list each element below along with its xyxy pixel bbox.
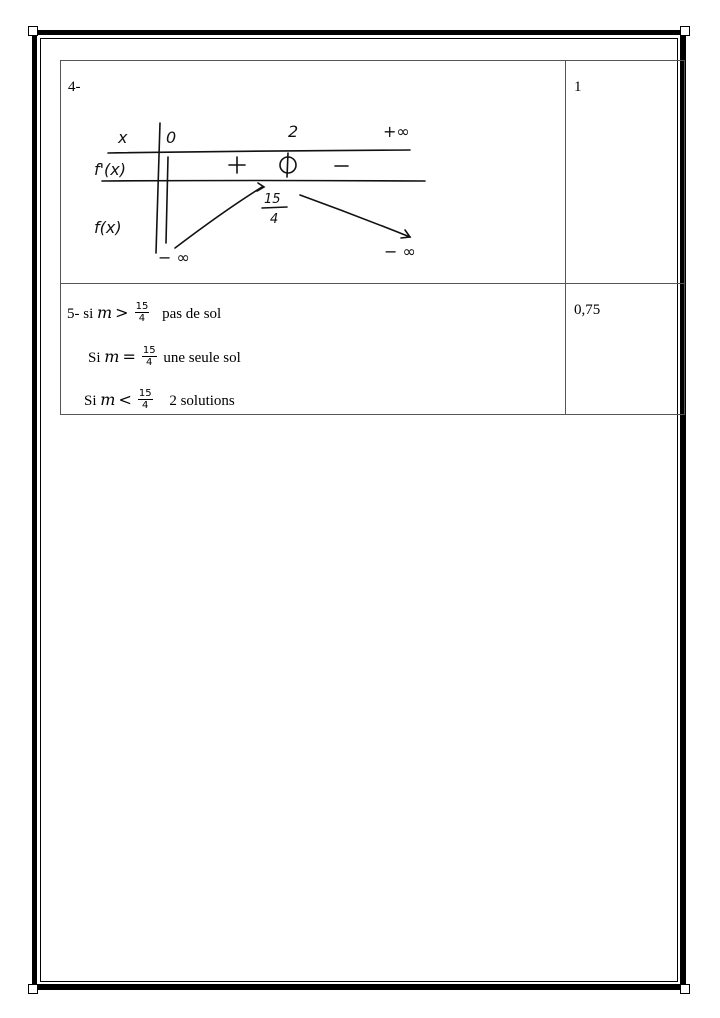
line-2-var: m	[104, 347, 120, 366]
label-max-den: 4	[270, 212, 279, 227]
question-5-line-2	[88, 347, 241, 370]
label-right-limit: − ∞	[384, 242, 416, 261]
border-corner-top-left	[28, 26, 38, 36]
line-2-op: =	[122, 347, 136, 366]
label-xinf: +∞	[383, 122, 410, 141]
line-1-num: 15	[135, 301, 149, 313]
sketch-line-vertical-1	[156, 123, 160, 253]
plus-sign	[229, 157, 245, 173]
line-1-op: >	[115, 303, 129, 322]
line-2-num: 15	[142, 345, 156, 357]
question-5-points: 0,75	[574, 302, 601, 318]
question-4-points: 1	[574, 79, 582, 95]
line-1-prefix: 5- si	[67, 306, 94, 322]
line-1-den: 4	[138, 313, 146, 325]
increasing-arrow	[175, 187, 262, 248]
line-1-fraction	[135, 301, 150, 324]
label-max-num: 15	[264, 192, 281, 207]
label-x2: 2	[288, 122, 299, 141]
sketch-line-top	[108, 150, 410, 153]
label-x0: 0	[166, 128, 177, 147]
border-corner-bottom-right	[680, 984, 690, 994]
label-fx: f(x)	[94, 218, 122, 237]
points-cell-question-4	[566, 61, 685, 284]
border-corner-top-right	[680, 26, 690, 36]
line-3-prefix: Si	[84, 393, 97, 409]
question-5-line-3	[84, 390, 235, 413]
sketch-line-middle	[102, 181, 425, 182]
label-x: x	[118, 128, 128, 147]
decreasing-arrow	[300, 195, 410, 237]
line-3-text: 2 solutions	[169, 393, 235, 409]
line-2-fraction	[142, 345, 157, 368]
border-corner-bottom-left	[28, 984, 38, 994]
line-2-prefix: Si	[88, 350, 101, 366]
label-left-limit: − ∞	[158, 248, 190, 267]
label-fprime: f'(x)	[94, 160, 126, 179]
line-1-text: pas de sol	[162, 306, 222, 322]
line-3-den: 4	[142, 400, 149, 412]
variation-table-sketch	[90, 115, 435, 270]
sketch-line-vertical-2	[166, 157, 168, 243]
line-1-var: m	[97, 303, 113, 322]
question-5-line-1	[67, 303, 221, 326]
question-4-label: 4-	[68, 79, 81, 95]
line-2-text: une seule sol	[163, 350, 241, 366]
line-3-op: <	[118, 390, 132, 409]
line-3-var: m	[100, 390, 116, 409]
points-cell-question-5	[566, 284, 685, 415]
line-2-den: 4	[146, 357, 153, 369]
line-3-fraction	[138, 388, 153, 411]
line-3-num: 15	[138, 388, 152, 400]
